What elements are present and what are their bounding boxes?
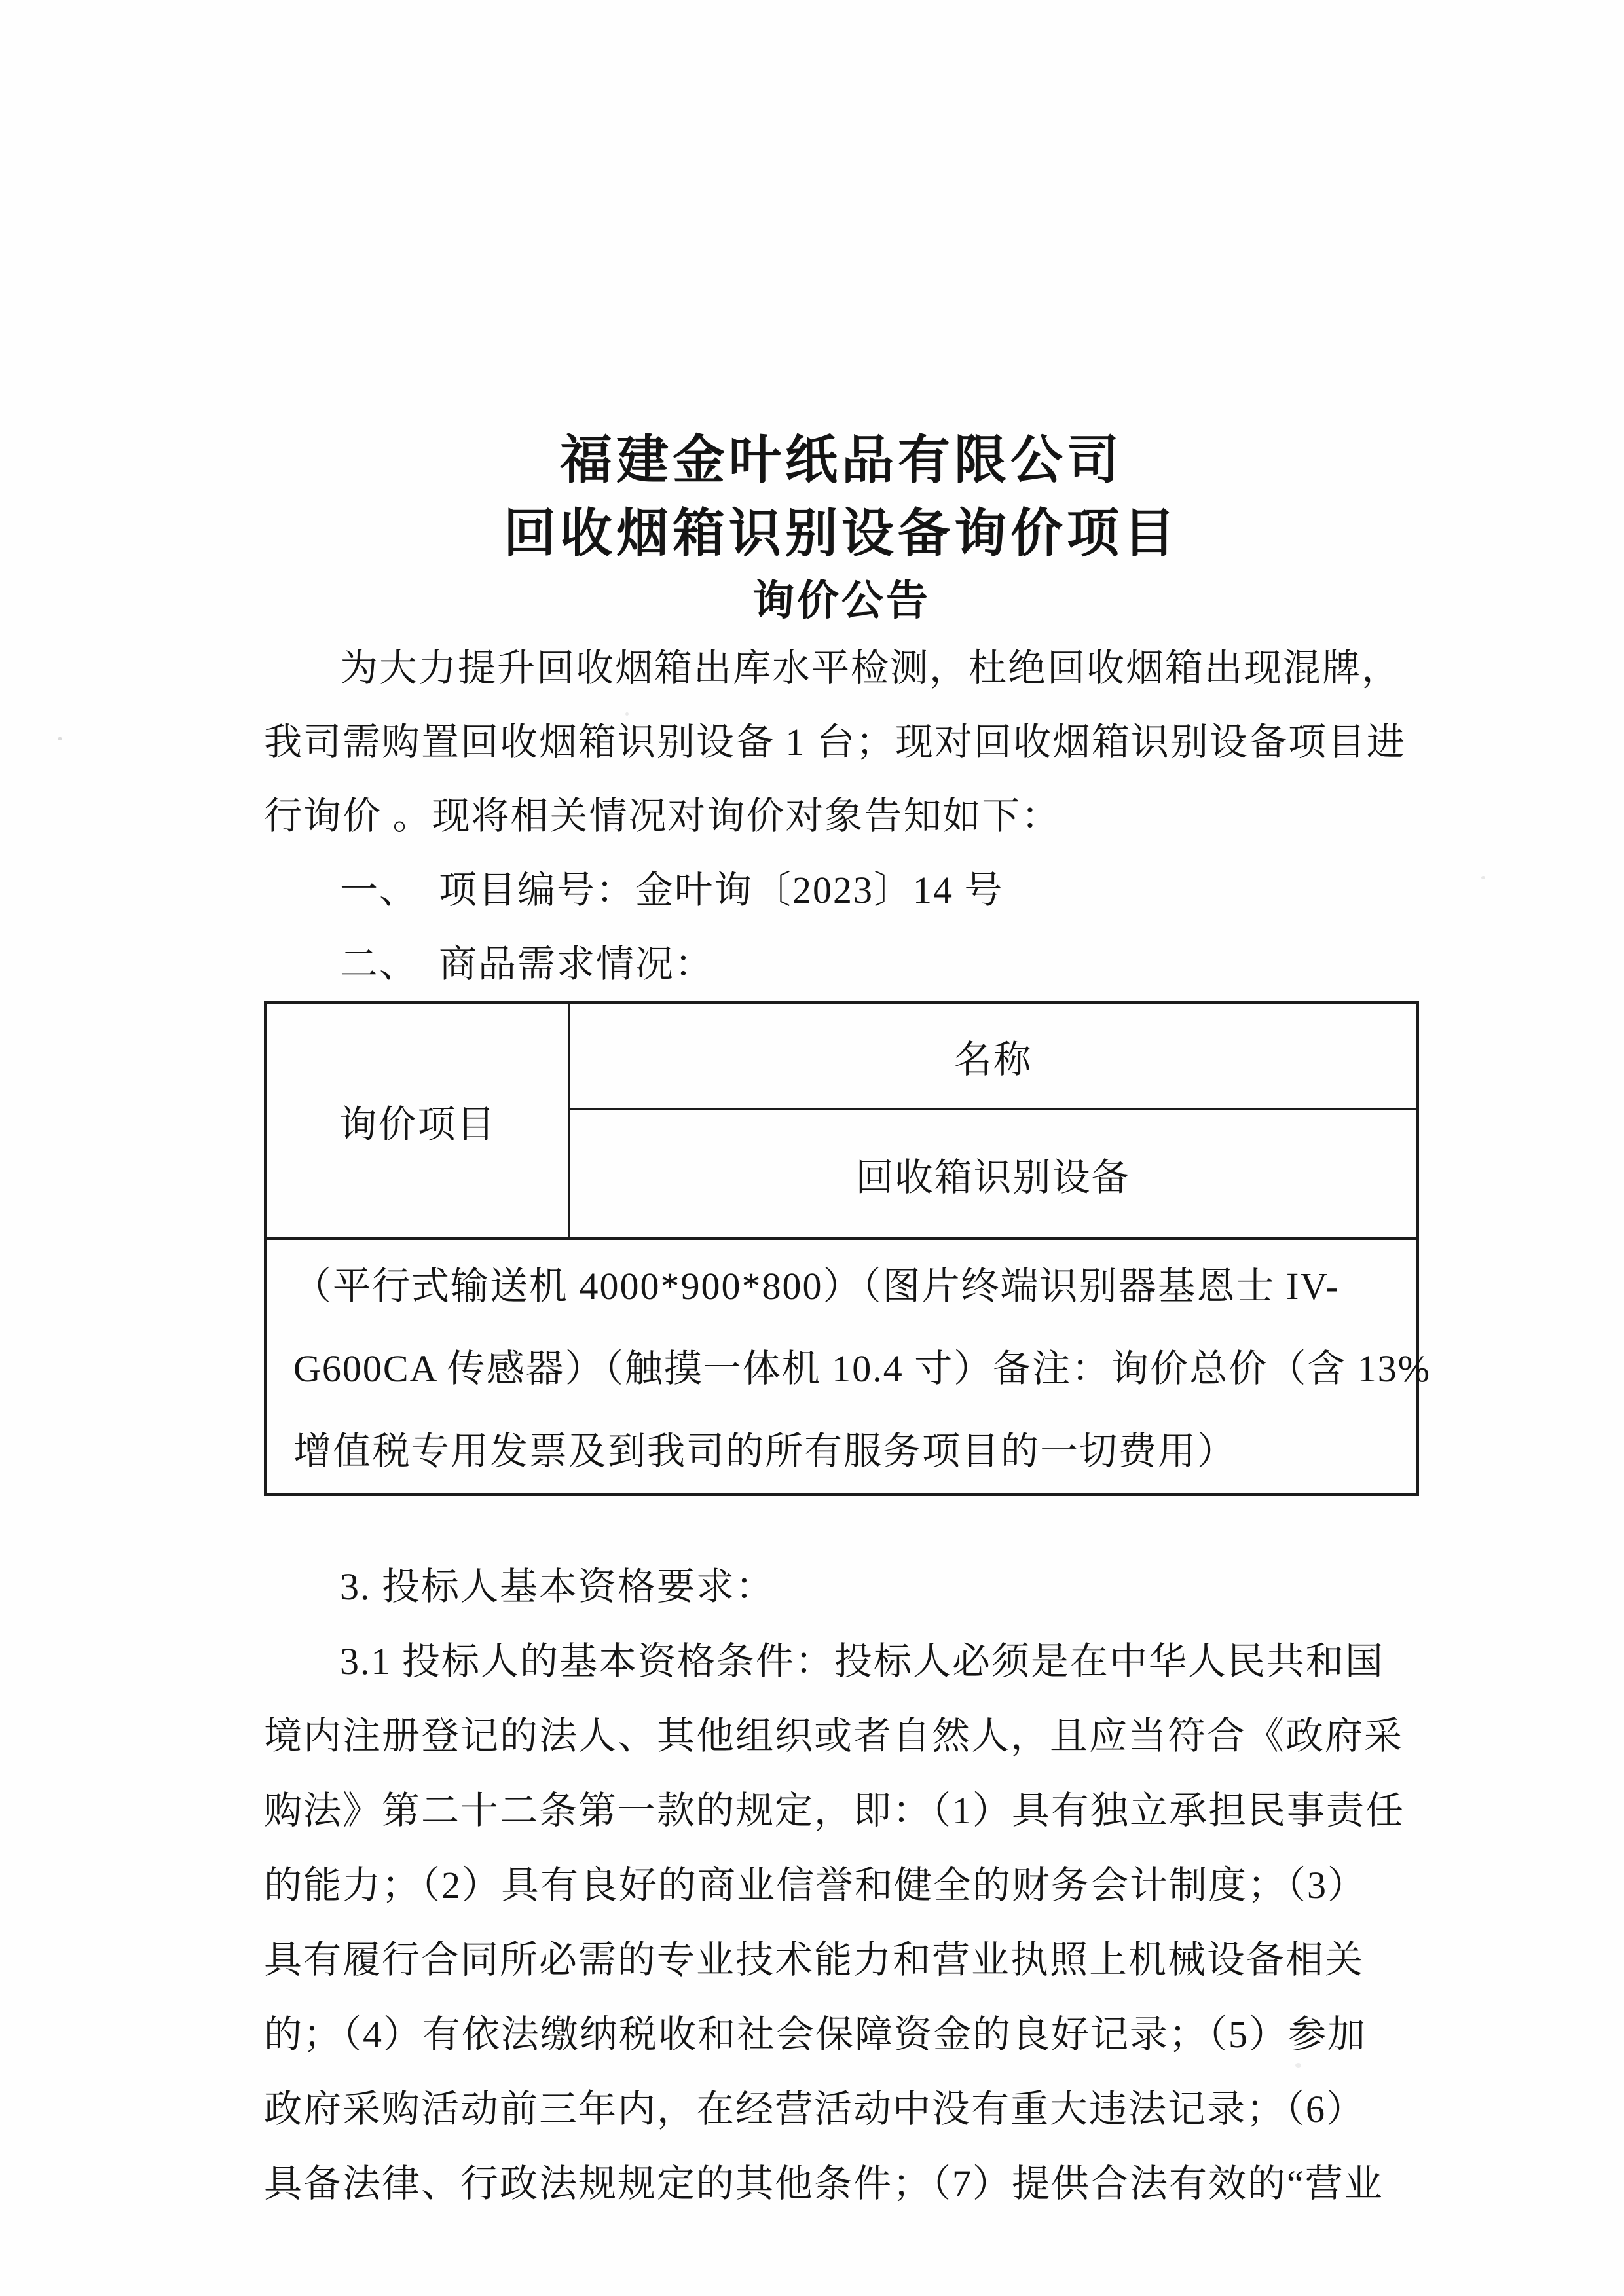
scan-speck [58, 737, 62, 740]
table-cell-name-header: 名称 [569, 1003, 1418, 1110]
scan-speck [1481, 876, 1485, 879]
spec-line-1: （平行式输送机 4000*900*800）（图片终端识别器基恩士 IV- [293, 1265, 1340, 1307]
section31-line-1: 3.1 投标人的基本资格条件：投标人必须是在中华人民共和国 [340, 1640, 1385, 1683]
doc-title-company: 福建金叶纸品有限公司 [560, 432, 1123, 490]
table-row [266, 1003, 1418, 1110]
section31-line-7: 政府采购活动前三年内，在经营活动中没有重大违法记录；（6） [264, 2088, 1366, 2130]
table-cell-inquiry-project: 询价项目 [266, 1003, 570, 1239]
section31-line-3: 购法》第二十二条第一款的规定，即：（1）具有独立承担民事责任 [264, 1789, 1405, 1832]
table-cell-spec [266, 1239, 1431, 1495]
section31-line-6: 的；（4）有依法缴纳税收和社会保障资金的良好记录；（5）参加 [264, 2013, 1367, 2056]
spec-line-3: 增值税专用发票及到我司的所有服务项目的一切费用） [293, 1430, 1237, 1472]
doc-title-project: 回收烟箱识别设备询价项目 [504, 505, 1179, 563]
spec-line-2: G600CA 传感器）（触摸一体机 10.4 寸）备注：询价总价（含 13% [293, 1347, 1431, 1390]
table-cell-name-value: 回收箱识别设备 [569, 1109, 1418, 1239]
intro-line-3: 行询价 。现将相关情况对询价对象告知如下： [264, 795, 1061, 837]
qualifications-section [264, 1550, 1419, 2221]
section31-line-5: 具有履行合同所必需的专业技术能力和营业执照上机械设备相关 [264, 1939, 1365, 1981]
doc-subtitle-announcement: 询价公告 [752, 577, 931, 624]
section31-line-8: 具备法律、行政法规规定的其他条件；（7）提供合法有效的“营业 [264, 2162, 1384, 2205]
section31-line-2: 境内注册登记的法人、其他组织或者自然人，且应当符合《政府采 [264, 1715, 1404, 1757]
intro-paragraph [264, 631, 1419, 1001]
intro-line-2: 我司需购置回收烟箱识别设备 1 台；现对回收烟箱识别设备项目进 [264, 721, 1407, 763]
intro-line-1: 为大力提升回收烟箱出库水平检测，杜绝回收烟箱出现混牌， [340, 647, 1401, 689]
section3-heading: 3. 投标人基本资格要求： [340, 1565, 775, 1608]
section31-line-4: 的能力；（2）具有良好的商业信誉和健全的财务会计制度；（3） [264, 1864, 1367, 1906]
product-demand-table [264, 1001, 1431, 1496]
list-item-demand-heading: 二、 商品需求情况： [340, 943, 714, 985]
list-item-project-number: 一、 项目编号：金叶询〔2023〕14 号 [340, 869, 1004, 911]
document-content [264, 0, 1431, 2221]
table-row [266, 1239, 1418, 1495]
